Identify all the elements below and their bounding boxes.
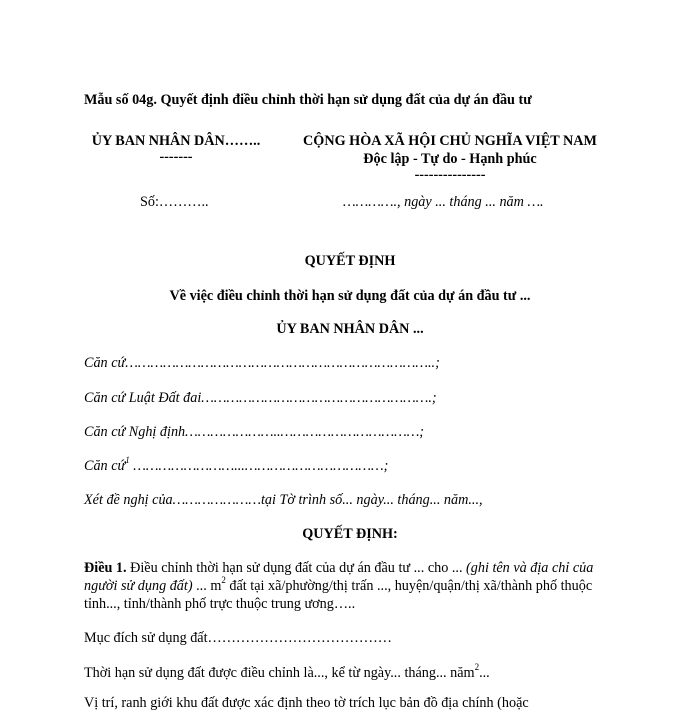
duration-text: Thời hạn sử dụng đất được điều chỉnh là..., kể từ ngày... tháng... năm xyxy=(84,665,475,681)
decision-heading: QUYẾT ĐỊNH: xyxy=(302,526,398,542)
national-motto: Độc lập - Tự do - Hạnh phúc xyxy=(363,151,537,167)
land-use-purpose: Mục đích sử dụng đất………………………………… xyxy=(84,630,392,646)
proposal-submission: tại Tờ trình số... ngày... tháng... năm..., xyxy=(260,492,483,508)
form-title: Mẫu số 04g. Quyết định điều chỉnh thời hạn sử dụng đất của dự án đầu tư xyxy=(84,92,532,108)
issuing-authority: ỦY BAN NHÂN DÂN ... xyxy=(276,321,424,337)
proposal-line xyxy=(84,491,483,509)
article-1-note-cont: người sử dụng đất) xyxy=(84,578,193,594)
basis-decree: Căn cứ Nghị định…………………..……………………………; xyxy=(84,424,425,440)
basis-line-1: Căn cứ………………………………………………………………..; xyxy=(84,355,440,371)
agency-name: ỦY BAN NHÂN DÂN…….. xyxy=(91,133,261,149)
article-1-location: đất tại xã/phường/thị trấn ..., huyện/quận/thị xã/thành phố thuộc xyxy=(225,578,593,594)
article-1-text: Điều chỉnh thời hạn sử dụng đất của dự án đầu tư ... cho ... xyxy=(126,560,467,576)
basis-land-law: Căn cứ Luật Đất đai……………………………………………….; xyxy=(84,390,437,406)
place-date: …………., ngày ... tháng ... năm …. xyxy=(343,194,544,210)
agency-divider: ------- xyxy=(159,149,193,165)
article-1-line-2 xyxy=(84,577,592,595)
land-use-duration xyxy=(84,664,490,682)
proposal-from: Xét đề nghị của………………… xyxy=(84,492,261,508)
footnote-2-ref: 2 xyxy=(474,662,480,673)
article-1-line-1 xyxy=(84,559,593,577)
footnote-1-ref: 1 xyxy=(125,455,130,466)
duration-ellipsis: ... xyxy=(479,665,490,681)
basis-line-4 xyxy=(84,457,388,475)
article-1-label: Điều 1. xyxy=(84,560,127,576)
area-unit-superscript: 2 xyxy=(221,575,226,586)
basis-4-prefix: Căn cứ xyxy=(84,458,126,474)
article-1-note: (ghi tên và địa chỉ của xyxy=(466,560,594,576)
document-number: Số:……….. xyxy=(140,194,209,210)
document-title: QUYẾT ĐỊNH xyxy=(304,253,396,269)
location-boundary-line: Vị trí, ranh giới khu đất được xác định theo tờ trích lục bản đồ địa chính (hoặc xyxy=(84,695,529,711)
nation-name: CỘNG HÒA XÃ HỘI CHỦ NGHĨA VIỆT NAM xyxy=(303,133,597,149)
article-1-line-3: tỉnh..., tỉnh/thành phố trực thuộc trung ương….. xyxy=(84,596,356,612)
article-1-area: ... m xyxy=(192,578,222,594)
basis-4-dots: ……………………...……………………………; xyxy=(129,458,389,474)
motto-divider: --------------- xyxy=(414,167,486,183)
document-subject: Về việc điều chỉnh thời hạn sử dụng đất của dự án đầu tư ... xyxy=(169,288,531,304)
